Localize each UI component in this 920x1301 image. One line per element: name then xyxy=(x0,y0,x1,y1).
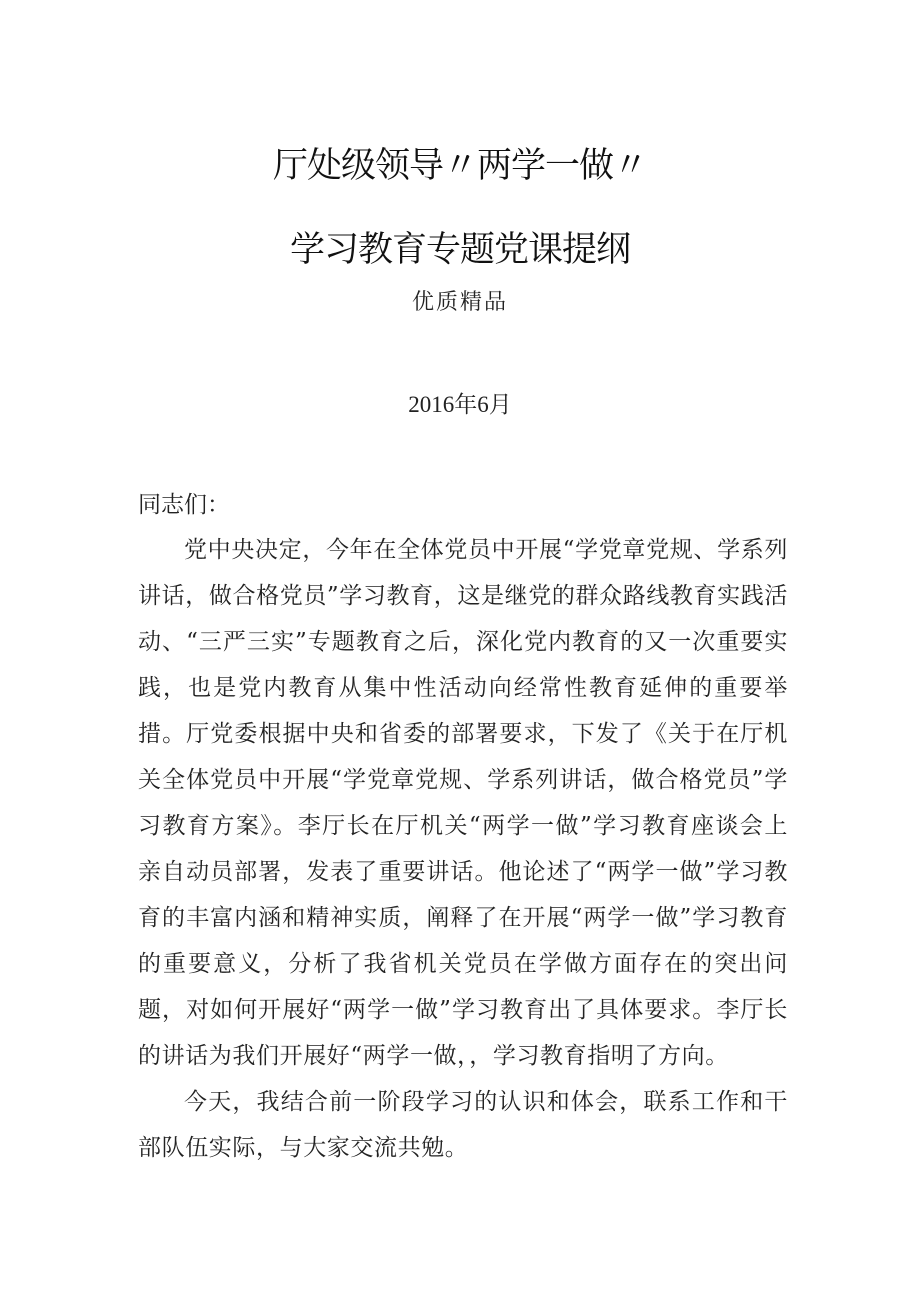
body-paragraph-2: 今天，我结合前一阶段学习的认识和体会，联系工作和干部队伍实际，与大家交流共勉。 xyxy=(138,1089,788,1161)
salutation: 同志们： xyxy=(138,492,230,518)
document-title-line-1: 厅处级领导〃两学一做〃 xyxy=(272,146,647,186)
body-paragraph-1: 党中央决定，今年在全体党员中开展“学党章党规、学系列讲话，做合格党员”学习教育，这是继党的群众路线教育实践活动、“三严三实”专题教育之后，深化党内教育的又一次重要实践，也是党内教育从集中性活动向经常性教育延伸的重要举措。厅党委根据中央和省委的部署要求，下发了《关于在厅机关全体党员中开展“学党章党规、学系列讲话，做合格党员”学习教育方案》。李厅长在厅机关“两学一做”学习教育座谈会上亲自动员部署，发表了重要讲话。他论述了“两学一做”学习教育的丰富内涵和精神实质，阐释了在开展“两学一做”学习教育的重要意义，分析了我省机关党员在学做方面存在的突出问题，对如何开展好“两学一做”学习教育出了具体要求。李厅长的讲话为我们开展好“两学一做，，学习教育指明了方向。 xyxy=(138,537,788,1069)
document-body xyxy=(138,527,788,1171)
document-date: 2016年6月 xyxy=(408,392,512,417)
document-subtitle: 优质精品 xyxy=(411,290,508,315)
document-title-line-2: 学习教育专题党课提纲 xyxy=(289,230,630,270)
